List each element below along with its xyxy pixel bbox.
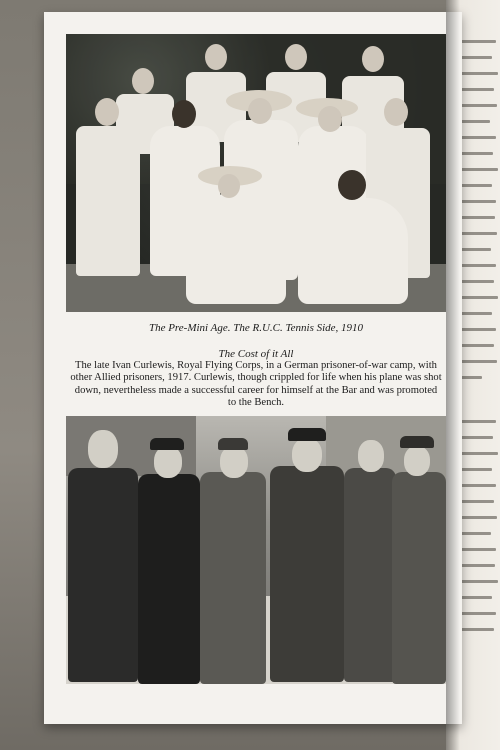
story-body: The late Ivan Curlewis, Royal Flying Corps, in a German prisoner-of-war camp, with other Allied prisoners, 1917. Curlewis, though crippled for life when his plane was shot down, nevertheless made a successful career for himself at the Bar and was promoted to the Bench. (70, 360, 442, 409)
tennis-team-photo (66, 34, 446, 312)
story-title: The Cost of it All (218, 348, 294, 360)
prisoners-of-war-photo (66, 416, 446, 684)
tennis-photo-caption: The Pre-Mini Age. The R.U.C. Tennis Side, 1910 (148, 322, 364, 334)
page-gutter-shadow (446, 0, 460, 750)
